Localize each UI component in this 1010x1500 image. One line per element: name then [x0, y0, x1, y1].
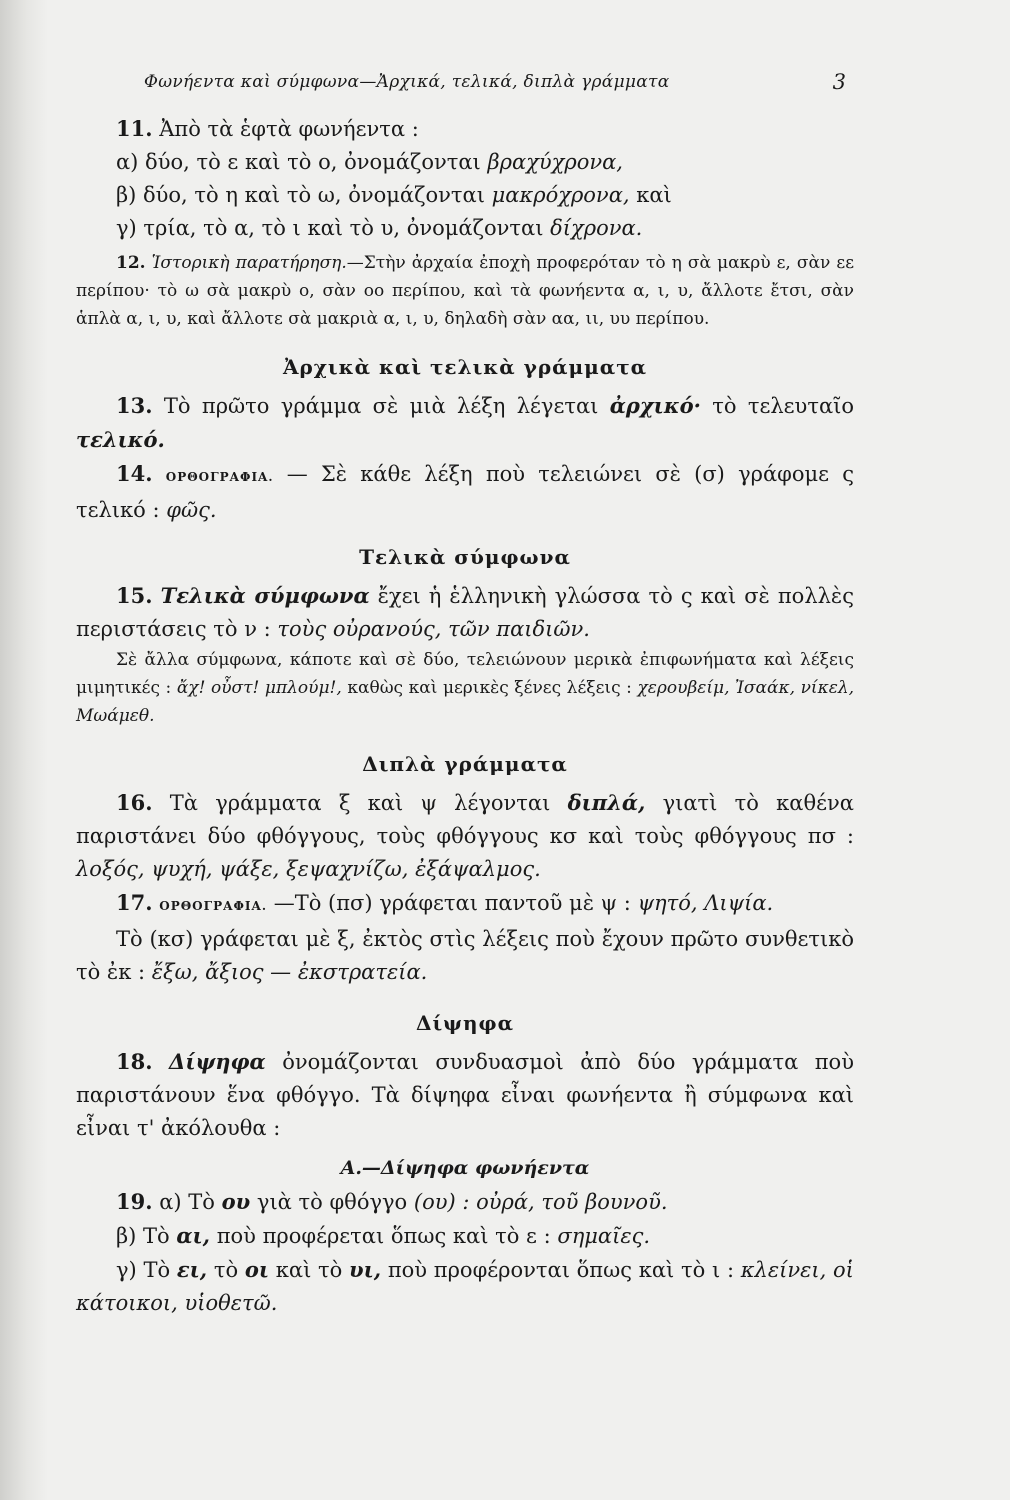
list-item-b: β) δύο, τὸ η καὶ τὸ ω, ὀνομάζονται μακρόχρονα, καὶ — [116, 183, 672, 207]
paragraph-15-note: Σὲ ἄλλα σύμφωνα, κάποτε καὶ σὲ δύο, τελειώνουν μερικὰ ἐπιφωνήματα καὶ λέξεις μιμητικές : ἄχ! οὖστ! μπλούμ!, καθὼς καὶ μερικὲς ξένες λέξεις : χερουβείμ, Ἰσαάκ, νίκελ, Μωάμεθ. — [76, 650, 855, 726]
paragraph-11: 11. Ἀπὸ τὰ ἑφτὰ φωνήεντα : — [116, 116, 419, 141]
list-item-a: α) δύο, τὸ ε καὶ τὸ ο, ὀνομάζονται βραχύχρονα, — [116, 150, 623, 174]
paragraph-13: 13. Τὸ πρῶτο γράμμα σὲ μιὰ λέξη λέγεται ἀρχικό· τὸ τελευταῖο τελικό. — [76, 393, 854, 452]
section-heading-telika-symfona: Τελικὰ σύμφωνα — [359, 545, 571, 569]
paragraph-15: 15. Τελικὰ σύμφωνα ἔχει ἡ ἑλληνικὴ γλώσσα τὸ ς καὶ σὲ πολλὲς περιστάσεις τὸ ν : τοὺς οὐρανούς, τῶν παιδιῶν. — [76, 583, 854, 641]
book-page — [76, 66, 854, 1320]
paragraph-19-a: 19. α) Τὸ ου γιὰ τὸ φθόγγο (ου) : οὐρά, τοῦ βουνοῦ. — [116, 1189, 668, 1214]
paragraph-14: 14. ΟΡΘΟΓΡΑΦΙΑ. — Σὲ κάθε λέξη ποὺ τελειώνει σὲ (σ) γράφομε ς τελικό : φῶς. — [76, 461, 854, 522]
section-heading-dipla: Διπλὰ γράμματα — [362, 752, 568, 776]
running-header — [76, 66, 854, 106]
list-item-c: γ) τρία, τὸ α, τὸ ι καὶ τὸ υ, ὀνομάζονται δίχρονα. — [116, 216, 643, 240]
section-heading-arxika: Ἀρχικὰ καὶ τελικὰ γράμματα — [282, 355, 648, 379]
running-title: Φωνήεντα καὶ σύμφωνα—Ἀρχικά, τελικά, διπλὰ γράμματα — [144, 72, 670, 92]
section-heading-dipsifa: Δίψηφα — [415, 1011, 515, 1035]
paragraph-17: 17. ΟΡΘΟΓΡΑΦΙΑ. —Τὸ (πσ) γράφεται παντοῦ μὲ ψ : ψητό, Λιψία. — [116, 890, 774, 915]
paragraph-17-cont: Τὸ (κσ) γράφεται μὲ ξ, ἐκτὸς στὶς λέξεις ποὺ ἔχουν πρῶτο συνθετικὸ τὸ ἐκ : ἔξω, ἄξιος — ἐκστρατεία. — [76, 927, 854, 984]
paragraph-16: 16. Τὰ γράμματα ξ καὶ ψ λέγονται διπλά, γιατὶ τὸ καθένα παριστάνει δύο φθόγγους, τοὺς φθόγγους κσ καὶ τοὺς φθόγγους πσ : λοξός, ψυχή, ψάξε, ξεψαχνίζω, ἐξάψαλμος. — [76, 790, 854, 881]
paragraph-19-c: γ) Τὸ ει, τὸ οι καὶ τὸ υι, ποὺ προφέρονται ὅπως καὶ τὸ ι : κλείνει, οἱ κάτοικοι, υἱοθετῶ. — [76, 1257, 854, 1315]
paragraph-12: 12. Ἱστορικὴ παρατήρηση.—Στὴν ἀρχαία ἐποχὴ προφερόταν τὸ η σὰ μακρὺ ε, σὰν εε περίπου· τὸ ω σὰ μακρὺ ο, σὰν οο περίπου, καὶ τὰ φωνήεντα α, ι, υ, ἄλλοτε ἔτσι, σὰν ἁπλὰ α, ι, υ, καὶ ἄλλοτε σὰ μακριὰ α, ι, υ, δηλαδὴ σὰν αα, ιι, υυ περίπου. — [76, 253, 855, 329]
paragraph-18: 18. Δίψηφα ὀνομάζονται συνδυασμοὶ ἀπὸ δύο γράμματα ποὺ παριστάνουν ἕνα φθόγγο. Τὰ δίψηφα εἶναι φωνήεντα ἢ σύμφωνα καὶ εἶναι τ' ἀκόλουθα : — [76, 1049, 854, 1140]
page-fold-shadow — [0, 0, 48, 1500]
page-number: 3 — [832, 70, 846, 94]
subheading-a: Α.—Δίψηφα φωνήεντα — [340, 1157, 590, 1179]
paragraph-19-b: β) Τὸ αι, ποὺ προφέρεται ὅπως καὶ τὸ ε : σημαῖες. — [116, 1223, 651, 1248]
